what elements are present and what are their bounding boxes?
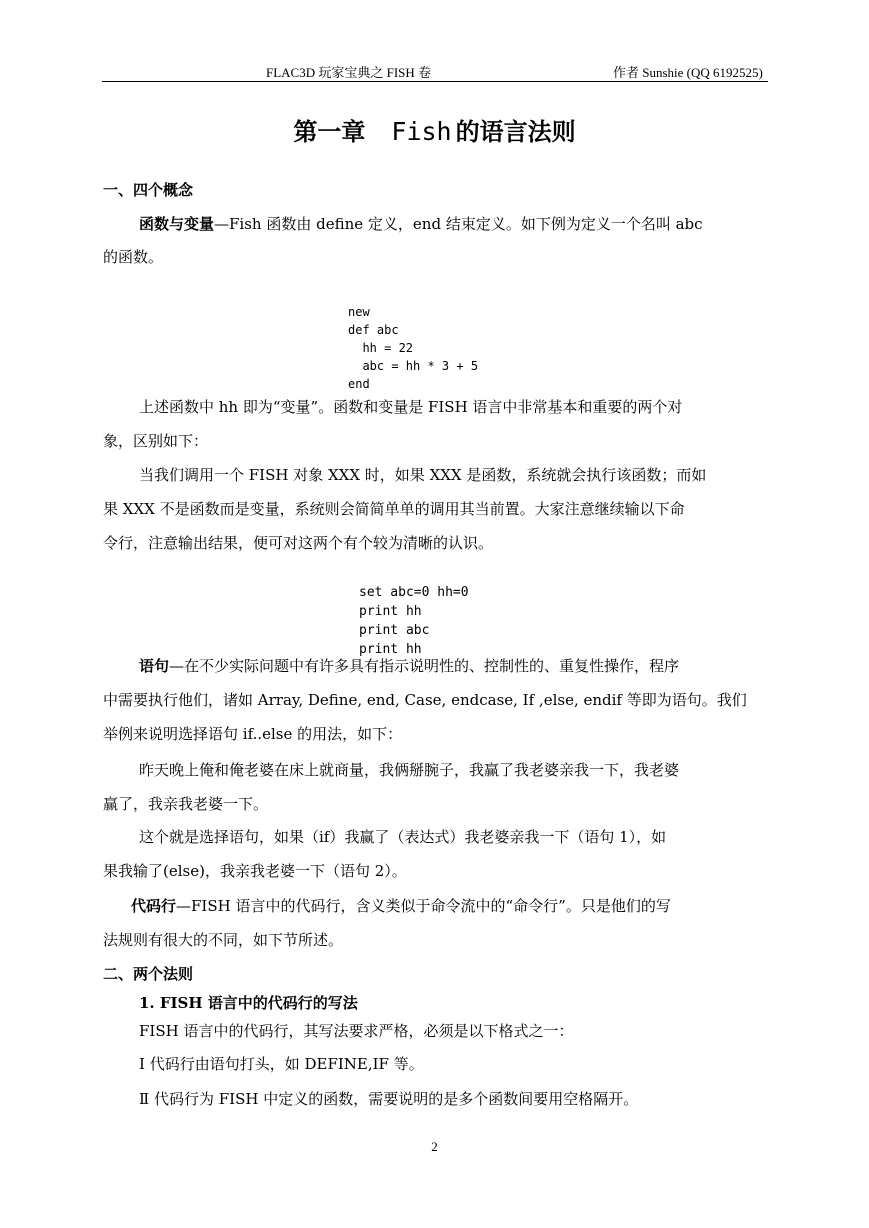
paragraph-1-line-1 <box>139 214 703 234</box>
term-function-variable: 函数与变量 <box>139 215 215 233</box>
paragraph-4-line-1 <box>139 656 679 676</box>
section-heading-1: 一、四个概念 <box>103 181 194 199</box>
paragraph-1-text: —Fish 函数由 define 定义，end 结束定义。如下例为定义一个名叫 abc <box>214 215 703 233</box>
paragraph-2-line-1: 上述函数中 hh 即为“变量”。函数和变量是 FISH 语言中非常基本和重要的两个对 <box>139 398 683 416</box>
paragraph-1-line-2: 的函数。 <box>103 248 164 266</box>
header-left: FLAC3D 玩家宝典之 FISH 卷 <box>266 65 432 80</box>
paragraph-3-line-1: 当我们调用一个 FISH 对象 XXX 时，如果 XXX 是函数，系统就会执行该函数；而如 <box>139 466 707 484</box>
paragraph-3-line-2: 果 XXX 不是函数而是变量，系统则会简简单单的调用其当前置。大家注意继续输以下命 <box>103 500 685 518</box>
code-line: print hh <box>359 604 422 619</box>
paragraph-6-line-2: 果我输了(else)，我亲我老婆一下（语句 2）。 <box>103 862 407 880</box>
page-number: 2 <box>431 1139 438 1154</box>
paragraph-5-line-1: 昨天晚上俺和俺老婆在床上就商量，我俩掰腕子，我赢了我老婆亲我一下，我老婆 <box>139 761 680 779</box>
paragraph-7-text: —FISH 语言中的代码行，含义类似于命令流中的“命令行”。只是他们的写 <box>176 897 671 915</box>
chapter-title-rest: 的语言法则 <box>455 117 576 146</box>
paragraph-8-line-1: FISH 语言中的代码行，其写法要求严格，必须是以下格式之一： <box>139 1022 574 1040</box>
paragraph-4-line-3: 举例来说明选择语句 if..else 的用法，如下： <box>103 725 403 743</box>
paragraph-4-text: —在不少实际问题中有许多具有指示说明性的、控制性的、重复性操作，程序 <box>169 657 680 675</box>
chapter-number: 第一章 <box>293 117 366 146</box>
paragraph-4-line-2: 中需要执行他们，诸如 Array, Define, end, Case, endcase, If ,else, endif 等即为语句。我们 <box>103 691 747 709</box>
code-line: new <box>348 305 370 319</box>
paragraph-5-line-2: 赢了，我亲我老婆一下。 <box>103 795 269 813</box>
list-item-2: Ⅱ 代码行为 FISH 中定义的函数，需要说明的是多个函数间要用空格隔开。 <box>139 1090 639 1108</box>
header-rule <box>102 81 768 82</box>
chapter-title <box>0 112 869 147</box>
code-line: print abc <box>359 623 430 638</box>
code-block-1 <box>348 285 478 411</box>
paragraph-3-line-3: 令行，注意输出结果，便可对这两个有个较为清晰的认识。 <box>103 534 494 552</box>
paragraph-6-line-1: 这个就是选择语句，如果（if）我赢了（表达式）我老婆亲我一下（语句 1），如 <box>139 828 667 846</box>
chapter-title-en: Fish <box>391 117 452 146</box>
code-line: def abc <box>348 323 399 337</box>
list-item-1: Ⅰ 代码行由语句打头，如 DEFINE,IF 等。 <box>139 1055 424 1073</box>
code-line: hh = 22 <box>348 341 414 355</box>
term-statement: 语句 <box>139 657 170 675</box>
code-line: set abc=0 hh=0 <box>359 585 469 600</box>
code-line: print hh <box>359 642 422 657</box>
paragraph-2-line-2: 象，区别如下： <box>103 432 209 450</box>
code-line: abc = hh * 3 + 5 <box>348 359 479 373</box>
section-heading-2: 二、两个法则 <box>103 965 194 983</box>
paragraph-7-line-1 <box>131 896 671 916</box>
subsection-heading-1: 1. FISH 语言中的代码行的写法 <box>139 994 358 1012</box>
term-code-line: 代码行 <box>131 897 177 915</box>
header-right: 作者 Sunshie (QQ 6192525) <box>613 65 763 80</box>
code-line: end <box>348 377 370 391</box>
paragraph-7-line-2: 法规则有很大的不同，如下节所述。 <box>103 931 344 949</box>
